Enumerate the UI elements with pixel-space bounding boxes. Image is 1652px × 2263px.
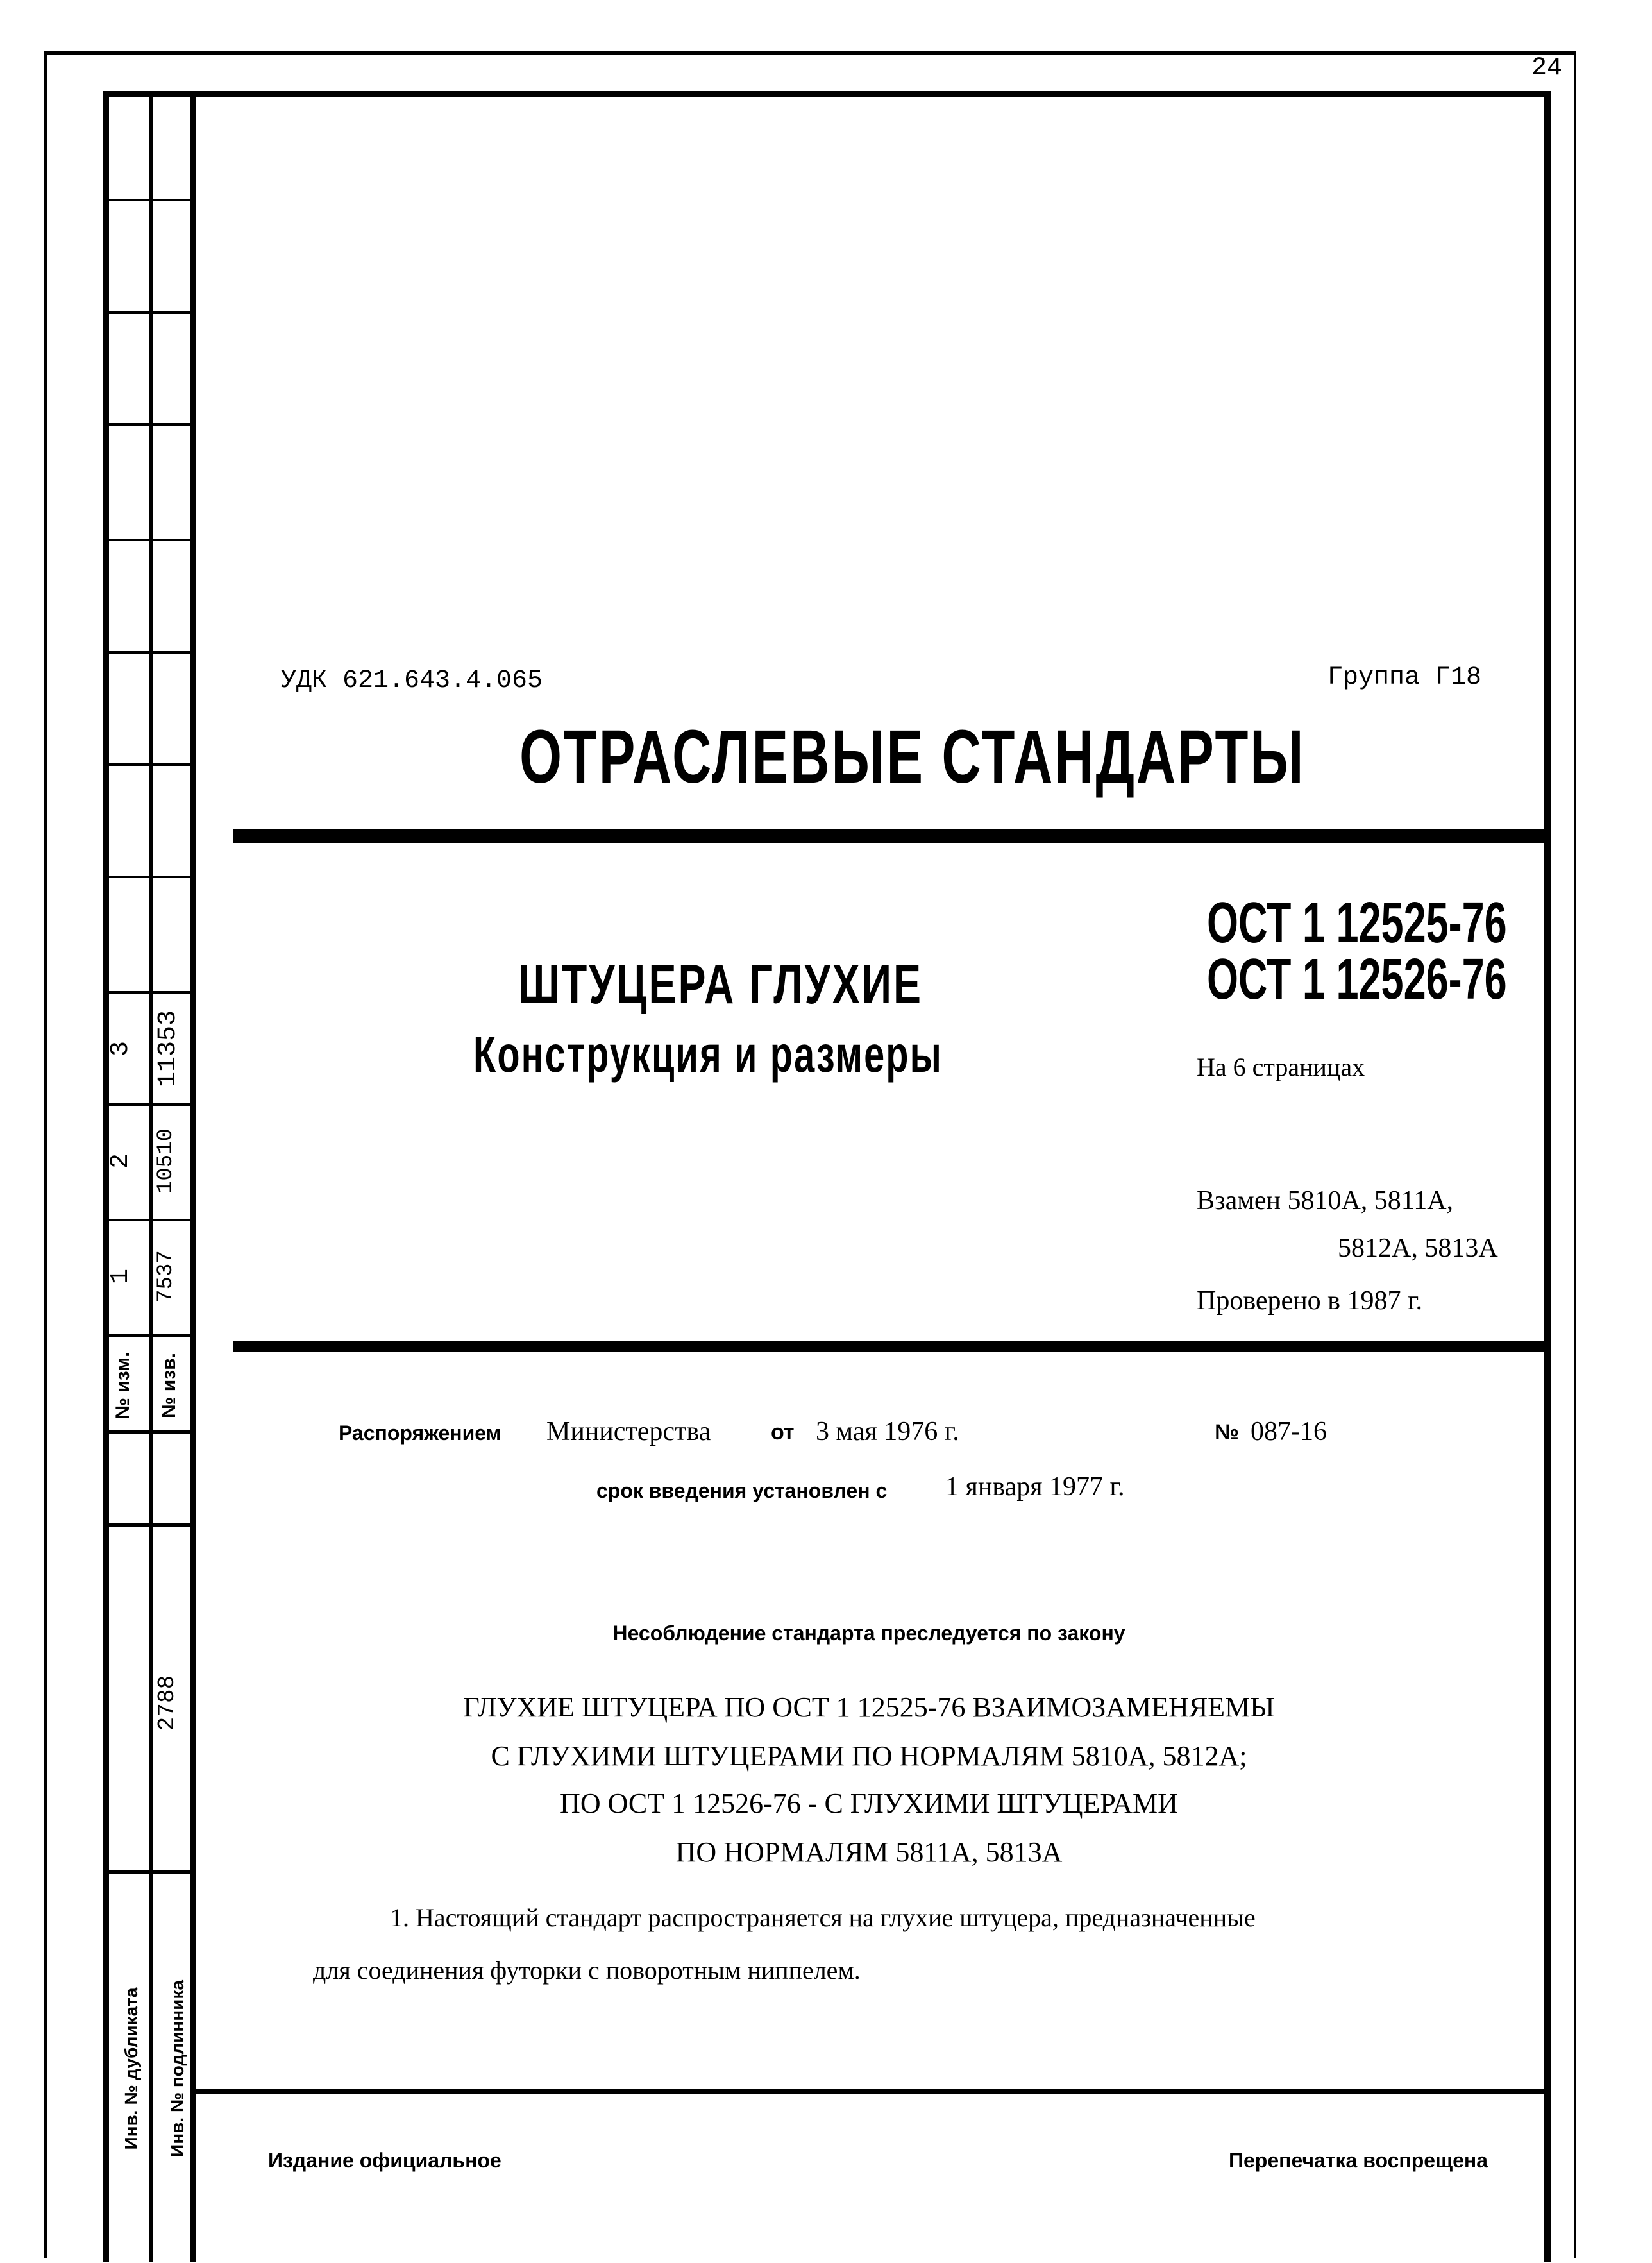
footer-reprint-prohibited: Перепечатка воспрещена bbox=[1229, 2149, 1488, 2172]
interchange-line-4: ПО НОРМАЛЯМ 5811А, 5813А bbox=[675, 1836, 1063, 1868]
side-notice-3: 11353 bbox=[154, 1010, 183, 1088]
side-change-1: 1 bbox=[106, 1269, 135, 1285]
law-notice: Несоблюдение стандарта преследуется по закону bbox=[612, 1622, 1125, 1645]
footer-official-edition: Издание официальное bbox=[268, 2149, 501, 2172]
side-table-rule bbox=[106, 1523, 192, 1527]
inner-frame-right bbox=[1544, 91, 1551, 2262]
side-table-rule bbox=[106, 651, 192, 654]
side-table-rule bbox=[106, 311, 192, 314]
replaces-line1: Взамен 5810А, 5811А, bbox=[1197, 1186, 1454, 1216]
order-number: 087-16 bbox=[1251, 1417, 1327, 1446]
side-table-col-divider bbox=[149, 91, 153, 2262]
side-table-rule bbox=[106, 991, 192, 994]
side-table-rule bbox=[106, 539, 192, 541]
paragraph1-line2: для соединения футорки с поворотным ниппелем. bbox=[313, 1956, 861, 1985]
interchange-line-1: ГЛУХИЕ ШТУЦЕРА ПО ОСТ 1 12525-76 ВЗАИМОЗАМЕНЯЕМЫ bbox=[463, 1691, 1275, 1723]
intro-date: 1 января 1977 г. bbox=[945, 1472, 1125, 1502]
inner-frame-top bbox=[106, 91, 1549, 97]
order-date: 3 мая 1976 г. bbox=[816, 1417, 959, 1446]
main-area-left-border bbox=[190, 91, 196, 2262]
page-number: 24 bbox=[1531, 54, 1563, 83]
title-rule-bottom bbox=[233, 1341, 1547, 1352]
pages-info: На 6 страницах bbox=[1197, 1053, 1365, 1081]
side-change-3: 3 bbox=[106, 1041, 135, 1057]
interchange-line-2: С ГЛУХИМИ ШТУЦЕРАМИ ПО НОРМАЛЯМ 5810А, 5812А; bbox=[491, 1740, 1247, 1772]
side-table-rule bbox=[106, 199, 192, 201]
side-table-rule bbox=[106, 1219, 192, 1221]
udk-code: УДК 621.643.4.065 bbox=[281, 666, 543, 695]
side-notice-1: 7537 bbox=[154, 1250, 178, 1303]
order-from: от bbox=[771, 1420, 795, 1445]
outer-frame-left bbox=[44, 51, 47, 2258]
side-table-rule bbox=[106, 1870, 192, 1874]
main-title: ОТРАСЛЕВЫЕ СТАНДАРТЫ bbox=[519, 715, 1306, 799]
outer-frame-right bbox=[1574, 51, 1576, 2258]
side-change-2: 2 bbox=[106, 1153, 135, 1169]
title-rule-top bbox=[233, 829, 1547, 843]
side-table-rule bbox=[106, 423, 192, 426]
side-table-rule bbox=[106, 763, 192, 766]
doc-subtitle: Конструкция и размеры bbox=[473, 1026, 943, 1083]
side-col1-header: № изм. bbox=[112, 1352, 133, 1420]
intro-label: срок введения установлен с bbox=[596, 1479, 888, 1502]
side-inv-orig-label: Инв. № подлинника bbox=[167, 1980, 187, 2157]
footer-separator bbox=[192, 2089, 1546, 2094]
paragraph1-line1: 1. Настоящий стандарт распространяется на глухие штуцера, предназначенные bbox=[390, 1903, 1256, 1932]
replaces-line2: 5812А, 5813А bbox=[1338, 1233, 1498, 1263]
order-number-label: № bbox=[1215, 1420, 1239, 1445]
checked-note: Проверено в 1987 г. bbox=[1197, 1286, 1422, 1316]
side-inv-dup-label: Инв. № дубликата bbox=[121, 1987, 141, 2150]
udk-line bbox=[281, 663, 543, 695]
order-label: Распоряжением bbox=[339, 1421, 501, 1445]
side-notice-2: 10510 bbox=[154, 1128, 178, 1194]
side-inv-value: 2788 bbox=[154, 1675, 180, 1731]
side-col2-header: № изв. bbox=[158, 1353, 180, 1418]
order-ministry: Министерства bbox=[546, 1417, 711, 1446]
doc-title: ШТУЦЕРА ГЛУХИЕ bbox=[518, 954, 923, 1015]
interchange-line-3: ПО ОСТ 1 12526-76 - С ГЛУХИМИ ШТУЦЕРАМИ bbox=[560, 1788, 1178, 1819]
ost-code-1: ОСТ 1 12525-76 bbox=[1207, 891, 1507, 955]
ost-code-2: ОСТ 1 12526-76 bbox=[1207, 947, 1507, 1012]
group-code: Группа Г18 bbox=[1328, 663, 1482, 692]
side-table-rule bbox=[106, 1103, 192, 1106]
outer-frame-top bbox=[44, 51, 1576, 55]
side-table-rule bbox=[106, 876, 192, 878]
